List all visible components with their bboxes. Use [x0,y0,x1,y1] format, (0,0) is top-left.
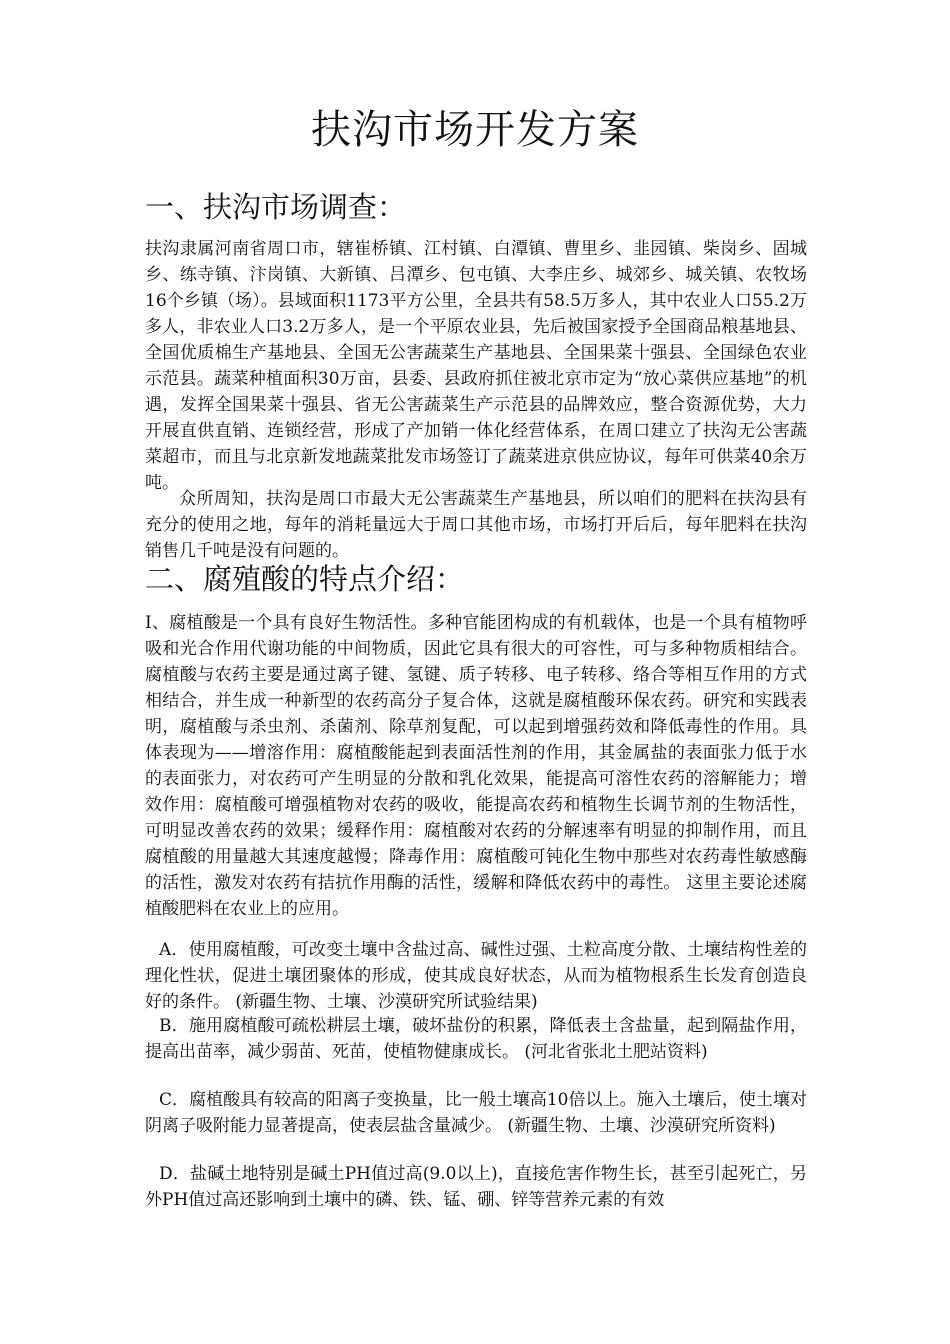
section-2-item-a: A．使用腐植酸，可改变土壤中含盐过高、碱性过强、土粒高度分散、土壤结构性差的理化性状，促进土壤团聚体的形成，使其成良好状态，从而为植物根系生长发育创造良好的条件。 (新疆生物、土壤、沙漠研究所试验结果) [145,940,807,1012]
section-1-heading: 一、扶沟市场调查： [145,190,407,224]
section-2-item-d: D．盐碱土地特别是碱土PH值过高(9.0以上)，直接危害作物生长，甚至引起死亡，另外PH值过高还影响到土壤中的磷、铁、锰、硼、锌等营养元素的有效 [145,1164,807,1210]
section-2-heading: 二、腐殖酸的特点介绍： [145,562,465,596]
section-1-paragraph-1: 扶沟隶属河南省周口市，辖崔桥镇、江村镇、白潭镇、曹里乡、韭园镇、柴岗乡、固城乡、练寺镇、汴岗镇、大新镇、吕潭乡、包屯镇、大李庄乡、城郊乡、城关镇、农牧场16个乡镇（场）。县域面积1173平方公里，全县共有58.5万多人，其中农业人口55.2万多人，非农业人口3.2万多人，是一个平原农业县，先后被国家授予全国商品粮基地县、全国优质棉生产基地县、全国无公害蔬菜生产基地县、全国果菜十强县、全国绿色农业示范县。蔬菜种植面积30万亩，县委、县政府抓住被北京市定为“放心菜供应基地”的机遇，发挥全国果菜十强县、省无公害蔬菜生产示范县的品牌效应，整合资源优势，大力开展直供直销、连锁经营，形成了产加销一体化经营体系，在周口建立了扶沟无公害蔬菜超市，而且与北京新发地蔬菜批发市场签订了蔬菜进京供应协议，每年可供菜40余万吨。 [145,239,807,493]
section-2-intro: I、腐植酸是一个具有良好生物活性。多种官能团构成的有机载体，也是一个具有植物呼吸和光合作用代谢功能的中间物质，因此它具有很大的可容性，可与多种物质相结合。腐植酸与农药主要是通过离子键、氢键、质子转移、电子转移、络合等相互作用的方式相结合，并生成一种新型的农药高分子复合体，这就是腐植酸环保农药。研究和实践表明，腐植酸与杀虫剂、杀菌剂、除草剂复配，可以起到增强药效和降低毒性的作用。具体表现为——增溶作用：腐植酸能起到表面活性剂的作用，其金属盐的表面张力低于水的表面张力，对农药可产生明显的分散和乳化效果，能提高可溶性农药的溶解能力；增效作用：腐植酸可增强植物对农药的吸收，能提高农药和植物生长调节剂的生物活性，可明显改善农药的效果；缓释作用：腐植酸对农药的分解速率有明显的抑制作用，而且腐植酸的用量越大其速度越慢；降毒作用：腐植酸可钝化生物中那些对农药毒性敏感酶的活性，激发对农药有拮抗作用酶的活性，缓解和降低农药中的毒性。 这里主要论述腐植酸肥料在农业上的应用。 [145,613,807,919]
section-2-item-b: B．施用腐植酸可疏松耕层土壤，破坏盐份的积累，降低表土含盐量，起到隔盐作用，提高出苗率，减少弱苗、死苗，使植物健康成长。 (河北省张北土肥站资料) [145,1016,807,1062]
document-title: 扶沟市场开发方案 [311,107,639,153]
section-1-paragraph-2: 众所周知，扶沟是周口市最大无公害蔬菜生产基地县，所以咱们的肥料在扶沟县有充分的使用之地，每年的消耗量远大于周口其他市场，市场打开后后，每年肥料在扶沟销售几千吨是没有问题的。 [145,489,807,561]
section-2-item-c: C．腐植酸具有较高的阳离子变换量，比一般土壤高10倍以上。施入土壤后，使土壤对阴离子吸附能力显著提高，使表层盐含量减少。 (新疆生物、土壤、沙漠研究所资料) [145,1090,807,1136]
